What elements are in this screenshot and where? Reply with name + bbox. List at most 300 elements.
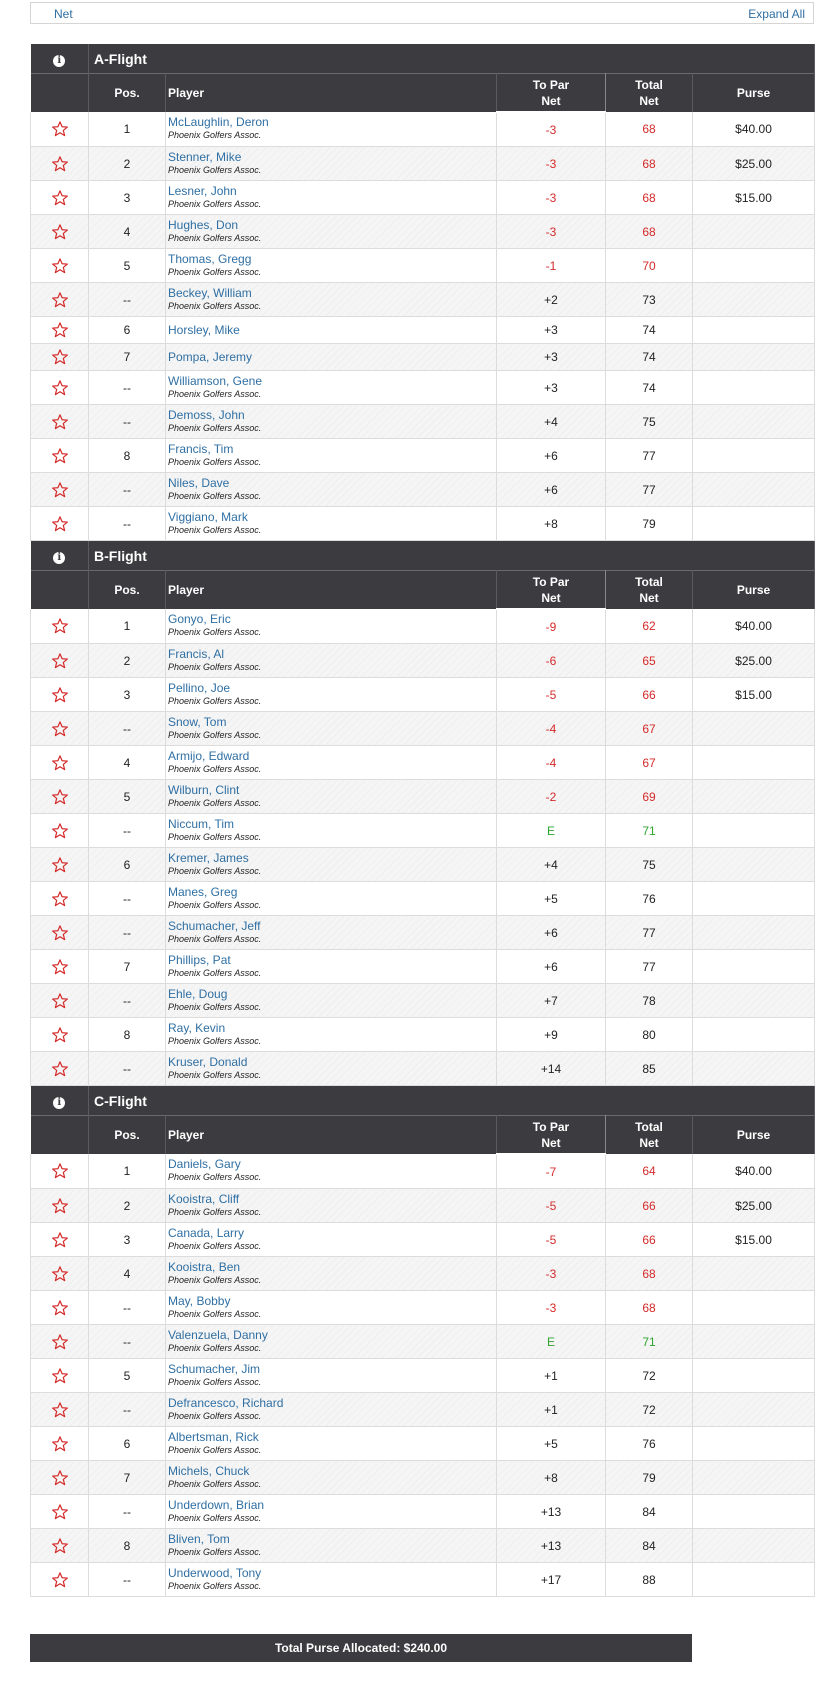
position-cell: 1: [89, 609, 166, 644]
table-row: [31, 405, 815, 439]
player-name-link[interactable]: Underdown, Brian: [168, 1497, 265, 1512]
purse-cell: $40.00: [693, 112, 815, 147]
player-cell: [166, 1427, 497, 1461]
player-cell: [166, 1325, 497, 1359]
player-cell: [166, 215, 497, 249]
player-club: Phoenix Golfers Assoc.: [168, 627, 262, 637]
to-par-cell: E: [497, 814, 606, 848]
position-cell: 7: [89, 950, 166, 984]
total-cell: 66: [606, 1189, 693, 1223]
player-cell: [166, 507, 497, 541]
player-name-link[interactable]: Canada, Larry: [168, 1225, 245, 1240]
flight-info-cell[interactable]: [31, 1086, 89, 1116]
table-row: [31, 473, 815, 507]
purse-cell: [693, 405, 815, 439]
purse-cell: [693, 371, 815, 405]
star-icon[interactable]: [51, 754, 69, 772]
player-club: Phoenix Golfers Assoc.: [168, 1546, 262, 1557]
player-name-link[interactable]: Williamson, Gene: [168, 373, 263, 388]
to-par-cell: -4: [497, 712, 606, 746]
player-cell: [166, 405, 497, 439]
leaderboard-toolbar: [30, 2, 814, 24]
total-cell: 76: [606, 882, 693, 916]
player-name-link[interactable]: Manes, Greg: [168, 884, 238, 899]
star-icon[interactable]: [51, 958, 69, 976]
player-club: Phoenix Golfers Assoc.: [168, 1172, 262, 1182]
player-name-link[interactable]: May, Bobby: [168, 1293, 231, 1308]
position-cell: 8: [89, 439, 166, 473]
purse-col-header: Purse: [693, 571, 815, 610]
star-icon[interactable]: [51, 856, 69, 874]
player-cell: [166, 1529, 497, 1563]
flights-container: [30, 44, 814, 1597]
favorite-cell: [31, 181, 89, 215]
to-par-cell: +8: [497, 1461, 606, 1495]
favorite-cell: [31, 950, 89, 984]
total-cell: 68: [606, 147, 693, 181]
favorite-cell: [31, 1223, 89, 1257]
flight-info-cell[interactable]: [31, 541, 89, 571]
to-par-cell: +13: [497, 1495, 606, 1529]
player-name-link[interactable]: Daniels, Gary: [168, 1157, 241, 1171]
position-cell: 6: [89, 1427, 166, 1461]
player-name-link[interactable]: Bliven, Tom: [168, 1531, 230, 1546]
star-icon[interactable]: [51, 481, 69, 499]
player-name-link[interactable]: Gonyo, Eric: [168, 612, 231, 626]
star-icon[interactable]: [51, 652, 69, 670]
player-cell: [166, 1223, 497, 1257]
star-icon[interactable]: [51, 223, 69, 241]
star-icon[interactable]: [51, 1401, 69, 1419]
player-club: Phoenix Golfers Assoc.: [168, 300, 262, 311]
position-cell: --: [89, 814, 166, 848]
to-par-cell: +5: [497, 1427, 606, 1461]
table-row: [31, 1359, 815, 1393]
star-icon[interactable]: [51, 379, 69, 397]
player-name-link[interactable]: Francis, Al: [168, 646, 225, 661]
star-icon[interactable]: [51, 1333, 69, 1351]
star-icon[interactable]: [51, 1469, 69, 1487]
star-icon[interactable]: [51, 447, 69, 465]
favorite-cell: [31, 1291, 89, 1325]
player-name-link[interactable]: Hughes, Don: [168, 217, 239, 232]
star-icon[interactable]: [51, 1299, 69, 1317]
position-cell: 3: [89, 1223, 166, 1257]
table-row: [31, 1223, 815, 1257]
flight-header: [31, 44, 815, 74]
total-cell: 75: [606, 405, 693, 439]
player-name-link[interactable]: Phillips, Pat: [168, 952, 231, 967]
purse-cell: [693, 1052, 815, 1086]
table-row: [31, 984, 815, 1018]
flight-header: [31, 1086, 815, 1116]
info-icon[interactable]: i: [53, 1097, 65, 1109]
favorite-cell: [31, 317, 89, 344]
to-par-cell: E: [497, 1325, 606, 1359]
player-name-link[interactable]: Stenner, Mike: [168, 149, 242, 164]
player-cell: [166, 344, 497, 371]
star-icon[interactable]: [51, 992, 69, 1010]
player-cell: [166, 882, 497, 916]
star-icon[interactable]: [51, 413, 69, 431]
to-par-cell: +6: [497, 916, 606, 950]
player-cell: [166, 950, 497, 984]
position-cell: --: [89, 712, 166, 746]
total-purse-footer: Total Purse Allocated: $240.00: [30, 1634, 692, 1662]
star-icon[interactable]: [51, 257, 69, 275]
purse-cell: [693, 1393, 815, 1427]
player-name-link[interactable]: Viggiano, Mark: [168, 509, 248, 524]
topar-col-header-line2: Net: [541, 1135, 561, 1150]
table-row: [31, 678, 815, 712]
table-row: [31, 147, 815, 181]
player-cell: [166, 1018, 497, 1052]
favorite-cell: [31, 984, 89, 1018]
player-name-link[interactable]: Kremer, James: [168, 850, 249, 865]
player-cell: [166, 181, 497, 215]
topar-col-header[interactable]: [497, 74, 606, 113]
player-name-link[interactable]: Francis, Tim: [168, 441, 234, 456]
total-cell: 80: [606, 1018, 693, 1052]
favorite-col-header: [31, 1116, 89, 1155]
total-cell: 66: [606, 1223, 693, 1257]
purse-cell: [693, 984, 815, 1018]
player-name-link[interactable]: Albertsman, Rick: [168, 1429, 259, 1444]
to-par-cell: +3: [497, 371, 606, 405]
star-icon[interactable]: [51, 617, 69, 635]
to-par-cell: +3: [497, 317, 606, 344]
position-cell: 3: [89, 181, 166, 215]
total-cell: 84: [606, 1529, 693, 1563]
purse-cell: [693, 283, 815, 317]
player-cell: [166, 1563, 497, 1597]
total-cell: 77: [606, 473, 693, 507]
star-icon[interactable]: [51, 1026, 69, 1044]
purse-cell: [693, 507, 815, 541]
purse-cell: [693, 473, 815, 507]
player-name-link[interactable]: Wilburn, Clint: [168, 782, 240, 797]
favorite-col-header: [31, 571, 89, 610]
to-par-cell: -7: [497, 1154, 606, 1189]
table-row: [31, 1257, 815, 1291]
favorite-cell: [31, 712, 89, 746]
player-cell: [166, 317, 497, 344]
purse-col-header: Purse: [693, 74, 815, 113]
player-cell: [166, 848, 497, 882]
player-name-link[interactable]: Kooistra, Ben: [168, 1259, 241, 1274]
player-name-link[interactable]: Thomas, Gregg: [168, 251, 252, 266]
net-tab[interactable]: Net: [54, 7, 73, 21]
star-icon[interactable]: [51, 1265, 69, 1283]
to-par-cell: +13: [497, 1529, 606, 1563]
player-name-link[interactable]: Valenzuela, Danny: [168, 1327, 268, 1342]
to-par-cell: -3: [497, 112, 606, 147]
total-cell: 77: [606, 916, 693, 950]
topar-col-header[interactable]: [497, 1116, 606, 1155]
star-icon[interactable]: [51, 822, 69, 840]
column-header-row: [31, 74, 815, 113]
player-club: Phoenix Golfers Assoc.: [168, 524, 262, 535]
favorite-cell: [31, 473, 89, 507]
player-club: Phoenix Golfers Assoc.: [168, 899, 262, 910]
player-name-link[interactable]: Niles, Dave: [168, 475, 230, 490]
table-row: [31, 439, 815, 473]
player-cell: [166, 1495, 497, 1529]
total-col-header-line2: Net: [639, 591, 659, 605]
star-icon[interactable]: [51, 155, 69, 173]
favorite-cell: [31, 1461, 89, 1495]
star-icon[interactable]: [51, 291, 69, 309]
to-par-cell: -3: [497, 1257, 606, 1291]
position-cell: 5: [89, 780, 166, 814]
purse-cell: [693, 780, 815, 814]
table-row: [31, 848, 815, 882]
star-icon[interactable]: [51, 1060, 69, 1078]
to-par-cell: -4: [497, 746, 606, 780]
star-icon[interactable]: [51, 1435, 69, 1453]
player-club: Phoenix Golfers Assoc.: [168, 1308, 262, 1319]
player-cell: [166, 984, 497, 1018]
table-row: [31, 882, 815, 916]
favorite-cell: [31, 147, 89, 181]
player-cell: [166, 1359, 497, 1393]
flight-name: B-Flight: [89, 541, 815, 571]
star-icon[interactable]: [51, 1162, 69, 1180]
flight-header: [31, 541, 815, 571]
player-name-link[interactable]: Ehle, Doug: [168, 986, 228, 1001]
table-row: [31, 317, 815, 344]
table-row: [31, 249, 815, 283]
topar-col-header-line2: Net: [541, 93, 561, 108]
to-par-cell: +2: [497, 283, 606, 317]
player-cell: [166, 644, 497, 678]
flight-table: [30, 1086, 815, 1597]
table-row: [31, 950, 815, 984]
table-row: [31, 1495, 815, 1529]
info-icon[interactable]: i: [53, 55, 65, 67]
position-cell: 7: [89, 1461, 166, 1495]
player-name-link[interactable]: Michels, Chuck: [168, 1463, 250, 1478]
position-cell: --: [89, 1393, 166, 1427]
to-par-cell: +4: [497, 405, 606, 439]
star-icon[interactable]: [51, 720, 69, 738]
player-cell: [166, 1189, 497, 1223]
player-club: Phoenix Golfers Assoc.: [168, 797, 262, 808]
player-name-link[interactable]: Demoss, John: [168, 407, 245, 422]
table-row: [31, 112, 815, 147]
player-cell: [166, 814, 497, 848]
table-row: [31, 1393, 815, 1427]
player-cell: [166, 1393, 497, 1427]
total-cell: 77: [606, 439, 693, 473]
total-cell: 68: [606, 215, 693, 249]
player-name-link[interactable]: Niccum, Tim: [168, 816, 234, 831]
favorite-cell: [31, 609, 89, 644]
player-name-link[interactable]: Underwood, Tony: [168, 1565, 262, 1580]
expand-all-link[interactable]: Expand All: [748, 7, 805, 21]
star-icon[interactable]: [51, 1197, 69, 1215]
pos-col-header[interactable]: Pos.: [89, 1116, 166, 1155]
pos-col-header[interactable]: Pos.: [89, 74, 166, 113]
total-cell: 69: [606, 780, 693, 814]
position-cell: --: [89, 405, 166, 439]
to-par-cell: +6: [497, 473, 606, 507]
player-name-link[interactable]: Pellino, Joe: [168, 680, 231, 695]
to-par-cell: -5: [497, 678, 606, 712]
total-col-header[interactable]: [606, 1116, 693, 1155]
topar-col-header-line2: Net: [541, 590, 561, 605]
player-club: Phoenix Golfers Assoc.: [168, 1478, 262, 1489]
star-icon[interactable]: [51, 189, 69, 207]
position-cell: 7: [89, 344, 166, 371]
player-club: Phoenix Golfers Assoc.: [168, 1410, 262, 1421]
star-icon[interactable]: [51, 120, 69, 138]
total-col-header-line2: Net: [639, 94, 659, 108]
total-cell: 85: [606, 1052, 693, 1086]
player-name-link[interactable]: Horsley, Mike: [168, 322, 240, 337]
star-icon[interactable]: [51, 788, 69, 806]
table-row: [31, 1461, 815, 1495]
player-name-link[interactable]: Lesner, John: [168, 183, 237, 198]
player-col-header[interactable]: Player: [166, 74, 497, 113]
purse-cell: $40.00: [693, 1154, 815, 1189]
total-col-header-line1: Total: [635, 575, 663, 589]
star-icon[interactable]: [51, 890, 69, 908]
player-cell: [166, 371, 497, 405]
purse-cell: [693, 814, 815, 848]
player-club: Phoenix Golfers Assoc.: [168, 1001, 262, 1012]
total-cell: 75: [606, 848, 693, 882]
column-header-row: [31, 571, 815, 610]
total-cell: 74: [606, 317, 693, 344]
total-cell: 62: [606, 609, 693, 644]
topar-col-header-line1: To Par: [532, 1119, 570, 1134]
purse-cell: [693, 950, 815, 984]
star-icon[interactable]: [51, 515, 69, 533]
player-cell: [166, 1154, 497, 1189]
table-row: [31, 181, 815, 215]
table-row: [31, 1189, 815, 1223]
table-row: [31, 1052, 815, 1086]
player-name-link[interactable]: McLaughlin, Deron: [168, 115, 269, 129]
favorite-cell: [31, 1018, 89, 1052]
player-name-link[interactable]: Ray, Kevin: [168, 1020, 226, 1035]
position-cell: --: [89, 473, 166, 507]
player-cell: [166, 1291, 497, 1325]
star-icon[interactable]: [51, 348, 69, 366]
favorite-cell: [31, 1563, 89, 1597]
player-name-link[interactable]: Beckey, William: [168, 285, 252, 300]
purse-cell: $15.00: [693, 181, 815, 215]
player-name-link[interactable]: Kruser, Donald: [168, 1054, 248, 1069]
position-cell: --: [89, 1291, 166, 1325]
favorite-cell: [31, 1154, 89, 1189]
favorite-cell: [31, 780, 89, 814]
position-cell: --: [89, 283, 166, 317]
player-cell: [166, 439, 497, 473]
position-cell: 4: [89, 746, 166, 780]
favorite-cell: [31, 1427, 89, 1461]
player-club: Phoenix Golfers Assoc.: [168, 266, 262, 277]
to-par-cell: +5: [497, 882, 606, 916]
total-col-header-line1: Total: [635, 1120, 663, 1134]
player-name-link[interactable]: Schumacher, Jim: [168, 1361, 261, 1376]
total-cell: 78: [606, 984, 693, 1018]
table-row: [31, 371, 815, 405]
favorite-col-header: [31, 74, 89, 113]
to-par-cell: +9: [497, 1018, 606, 1052]
star-icon[interactable]: [51, 1571, 69, 1589]
flight-info-cell[interactable]: [31, 44, 89, 74]
favorite-cell: [31, 746, 89, 780]
player-col-header[interactable]: Player: [166, 571, 497, 610]
flight-table: [30, 541, 815, 1086]
player-club: Phoenix Golfers Assoc.: [168, 967, 262, 978]
player-name-link[interactable]: Kooistra, Cliff: [168, 1191, 240, 1206]
total-col-header-line2: Net: [639, 1136, 659, 1150]
purse-cell: $15.00: [693, 678, 815, 712]
table-row: [31, 215, 815, 249]
player-club: Phoenix Golfers Assoc.: [168, 865, 262, 876]
favorite-cell: [31, 1529, 89, 1563]
player-name-link[interactable]: Schumacher, Jeff: [168, 918, 261, 933]
total-col-header[interactable]: [606, 74, 693, 113]
player-club: Phoenix Golfers Assoc.: [168, 933, 262, 944]
star-icon[interactable]: [51, 1537, 69, 1555]
total-cell: 70: [606, 249, 693, 283]
total-cell: 65: [606, 644, 693, 678]
player-cell: [166, 249, 497, 283]
player-col-header[interactable]: Player: [166, 1116, 497, 1155]
to-par-cell: +6: [497, 950, 606, 984]
topar-col-header[interactable]: [497, 571, 606, 610]
table-row: [31, 1529, 815, 1563]
pos-col-header[interactable]: Pos.: [89, 571, 166, 610]
purse-cell: [693, 1325, 815, 1359]
table-row: [31, 780, 815, 814]
info-icon[interactable]: i: [53, 552, 65, 564]
total-cell: 72: [606, 1359, 693, 1393]
player-club: Phoenix Golfers Assoc.: [168, 729, 262, 740]
star-icon[interactable]: [51, 321, 69, 339]
star-icon[interactable]: [51, 686, 69, 704]
table-row: [31, 746, 815, 780]
position-cell: 2: [89, 644, 166, 678]
player-cell: [166, 1052, 497, 1086]
position-cell: 5: [89, 249, 166, 283]
to-par-cell: -5: [497, 1189, 606, 1223]
player-name-link[interactable]: Armijo, Edward: [168, 748, 250, 763]
table-row: [31, 1563, 815, 1597]
star-icon[interactable]: [51, 1231, 69, 1249]
purse-cell: $25.00: [693, 147, 815, 181]
player-name-link[interactable]: Defrancesco, Richard: [168, 1395, 284, 1410]
player-name-link[interactable]: Pompa, Jeremy: [168, 349, 253, 364]
player-cell: [166, 1461, 497, 1495]
to-par-cell: +1: [497, 1359, 606, 1393]
player-name-link[interactable]: Snow, Tom: [168, 714, 227, 729]
purse-cell: [693, 317, 815, 344]
purse-cell: [693, 1257, 815, 1291]
position-cell: 8: [89, 1018, 166, 1052]
purse-cell: $25.00: [693, 1189, 815, 1223]
position-cell: 1: [89, 1154, 166, 1189]
star-icon[interactable]: [51, 1503, 69, 1521]
star-icon[interactable]: [51, 924, 69, 942]
total-col-header[interactable]: [606, 571, 693, 610]
star-icon[interactable]: [51, 1367, 69, 1385]
player-club: Phoenix Golfers Assoc.: [168, 1342, 262, 1353]
